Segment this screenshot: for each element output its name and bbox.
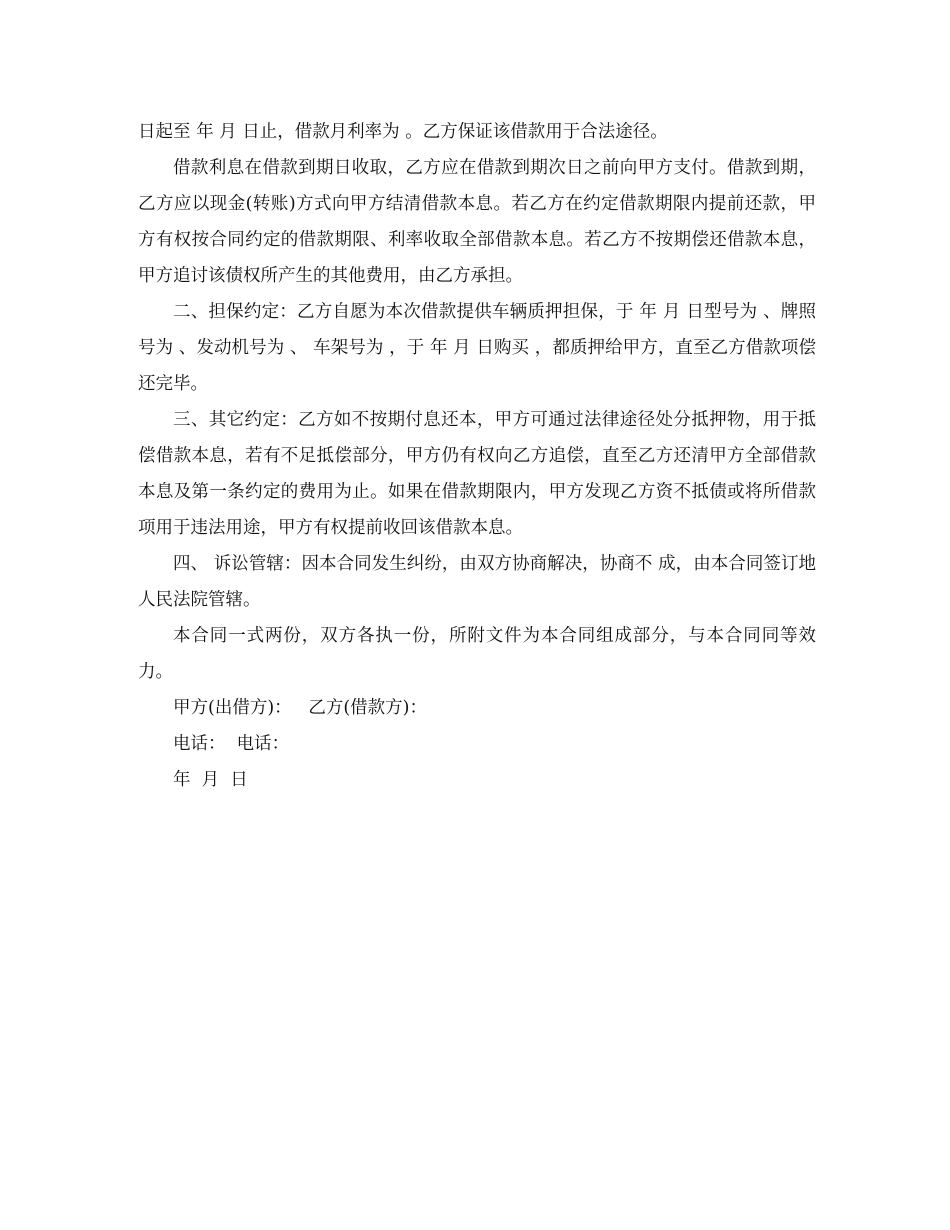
paragraph-interest-repayment: 借款利息在借款到期日收取，乙方应在借款到期次日之前向甲方支付。借款到期，乙方应以现金(转账)方式向甲方结清借款本息。若乙方在约定借款期限内提前还款，甲方有权按合同约定的借款期限、利率收取全部借款本息。若乙方不按期偿还借款本息，甲方追讨该债权所产生的其他费用，由乙方承担。 [138, 158, 816, 286]
paragraph-guarantee-clause: 二、担保约定：乙方自愿为本次借款提供车辆质押担保，于 年 月 日型号为 、牌照号为 、发动机号为 、 车架号为 ，于 年 月 日购买 ，都质押给甲方，直至乙方借款项偿还完毕。 [138, 302, 816, 394]
paragraph-litigation-jurisdiction: 四、 诉讼管辖：因本合同发生纠纷，由双方协商解决，协商不 成，由本合同签订地人民法院管辖。 [138, 554, 816, 610]
signature-phones-line: 电话： 电话： [173, 734, 290, 754]
contract-body [138, 114, 816, 798]
signature-date-line: 年 月 日 [173, 770, 248, 790]
signature-parties-line: 甲方(出借方)： 乙方(借款方)： [173, 698, 427, 718]
paragraph-other-agreements: 三、其它约定：乙方如不按期付息还本，甲方可通过法律途径处分抵押物，用于抵偿借款本息，若有不足抵偿部分，甲方仍有权向乙方追偿，直至乙方还清甲方全部借款本息及第一条约定的费用为止。如果在借款期限内，甲方发现乙方资不抵债或将所借款项用于违法用途，甲方有权提前收回该借款本息。 [138, 410, 816, 538]
paragraph-loan-term-continuation: 日起至 年 月 日止，借款月利率为 。乙方保证该借款用于合法途径。 [138, 122, 668, 142]
paragraph-contract-copies: 本合同一式两份，双方各执一份，所附文件为本合同组成部分，与本合同同等效力。 [138, 626, 816, 682]
